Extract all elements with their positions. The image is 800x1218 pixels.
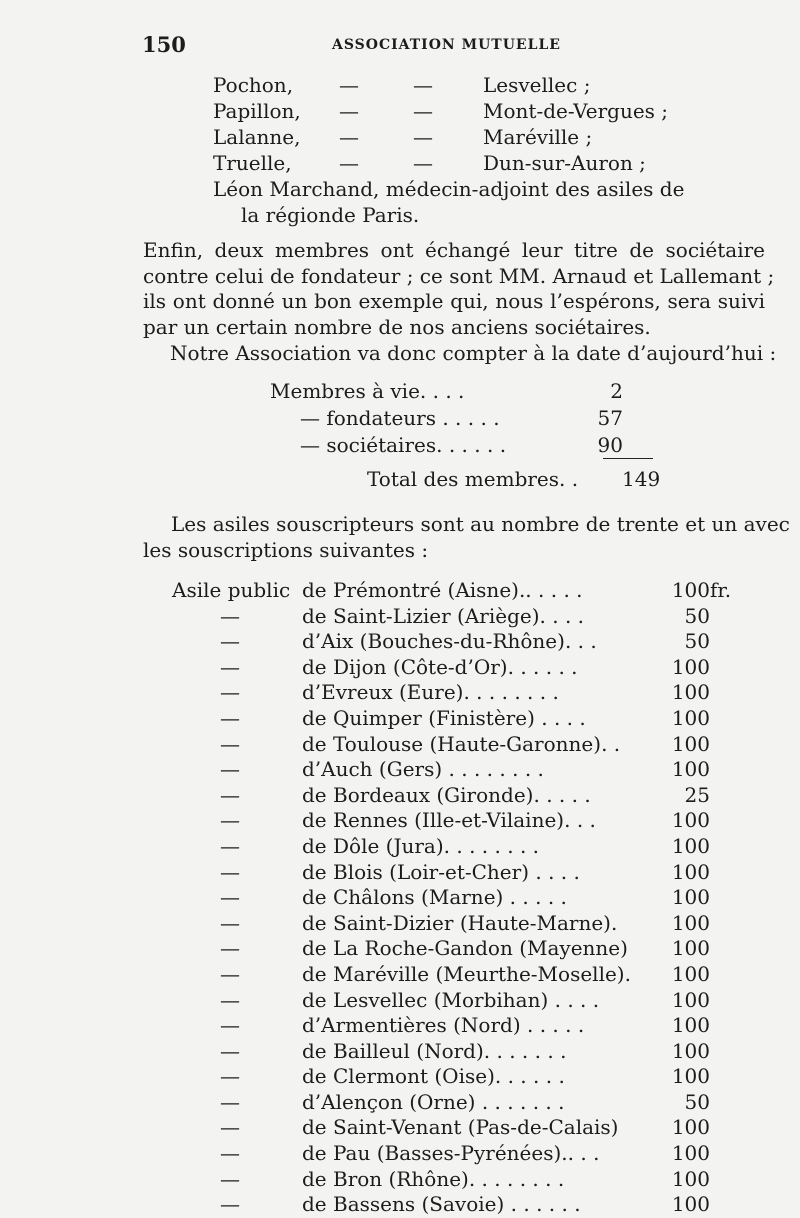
subscription-amount: 100 bbox=[671, 1166, 710, 1191]
ditto-dash: — bbox=[220, 910, 240, 935]
asylum-name: de Dôle (Jura). . . . . . . . bbox=[302, 833, 540, 858]
ditto-dash: — bbox=[339, 99, 359, 123]
ditto-dash: — bbox=[220, 987, 240, 1012]
asylum-name: de Saint-Venant (Pas-de-Calais) bbox=[302, 1115, 619, 1140]
subscription-amount: 100 bbox=[671, 1115, 710, 1140]
member-name: Truelle, bbox=[213, 151, 292, 175]
asylum-row bbox=[172, 629, 732, 655]
ditto-dash: — bbox=[220, 629, 240, 654]
asylum-row bbox=[172, 1115, 732, 1141]
member-row bbox=[213, 176, 693, 202]
asylum-row bbox=[172, 808, 732, 834]
asylum-row bbox=[172, 1090, 732, 1116]
subscription-amount: 50 bbox=[684, 603, 710, 628]
text-line: contre celui de fondateur ; ce sont MM. Arnaud et Lallemant ; bbox=[143, 263, 775, 288]
asylum-row bbox=[172, 680, 732, 706]
subscription-amount: 100 bbox=[671, 1192, 710, 1217]
member-asylum: Maréville ; bbox=[483, 125, 593, 149]
subscription-amount: 100 bbox=[671, 654, 710, 679]
asylum-row bbox=[172, 1013, 732, 1039]
member-name: Pochon, bbox=[213, 73, 294, 97]
member-entry-continuation: la régionde Paris. bbox=[241, 203, 420, 227]
subscription-amount: 100 bbox=[671, 961, 710, 986]
total-rule bbox=[603, 458, 653, 459]
member-asylum: Lesvellec ; bbox=[483, 73, 591, 97]
page-number: 150 bbox=[142, 32, 186, 57]
total-value: 149 bbox=[622, 467, 661, 491]
ditto-dash: — bbox=[339, 73, 359, 97]
count-value: 57 bbox=[597, 406, 623, 430]
subscription-amount: 100 bbox=[671, 910, 710, 935]
count-value: 90 bbox=[597, 433, 623, 457]
asylum-name: de Toulouse (Haute-Garonne). . bbox=[302, 731, 621, 756]
count-label: — fondateurs . . . . . bbox=[300, 406, 500, 430]
ditto-dash: — bbox=[220, 1166, 240, 1191]
asylum-name: de Bassens (Savoie) . . . . . . bbox=[302, 1192, 581, 1217]
paragraph-association-count bbox=[170, 341, 777, 367]
asylum-row bbox=[172, 1039, 732, 1065]
membership-counts bbox=[270, 378, 670, 459]
ditto-dash: — bbox=[220, 961, 240, 986]
ditto-dash: — bbox=[413, 73, 433, 97]
ditto-dash: — bbox=[220, 680, 240, 705]
subscription-amount: 100 bbox=[671, 757, 710, 782]
member-asylum: Mont-de-Vergues ; bbox=[483, 99, 669, 123]
asylum-row bbox=[172, 604, 732, 630]
ditto-dash: — bbox=[220, 1115, 240, 1140]
subscription-amount: 50 bbox=[684, 1089, 710, 1114]
asylum-name: d’Auch (Gers) . . . . . . . . bbox=[302, 757, 544, 782]
asylum-name: de Blois (Loir-et-Cher) . . . . bbox=[302, 859, 580, 884]
asylum-name: de Maréville (Meurthe-Moselle). bbox=[302, 961, 631, 986]
asylum-row bbox=[172, 732, 732, 758]
count-row bbox=[270, 378, 670, 405]
asylum-name: de Pau (Basses-Pyrénées).. . . bbox=[302, 1141, 600, 1166]
text-line: Notre Association va donc compter à la date d’aujourd’hui : bbox=[170, 341, 777, 365]
asylum-row bbox=[172, 1167, 732, 1193]
ditto-dash: — bbox=[413, 99, 433, 123]
asylum-row bbox=[172, 962, 732, 988]
ditto-dash: — bbox=[220, 757, 240, 782]
ditto-dash: — bbox=[220, 705, 240, 730]
subscriber-asylum-list bbox=[172, 578, 732, 1218]
running-title: ASSOCIATION MUTUELLE bbox=[332, 37, 561, 53]
asylum-name: de Bron (Rhône). . . . . . . . bbox=[302, 1166, 565, 1191]
member-row bbox=[213, 72, 693, 98]
count-value: 2 bbox=[610, 379, 623, 403]
subscription-amount: 100 bbox=[671, 859, 710, 884]
asylum-row bbox=[172, 757, 732, 783]
asylum-name: d’Aix (Bouches-du-Rhône). . . bbox=[302, 629, 597, 654]
member-row bbox=[213, 98, 693, 124]
ditto-dash: — bbox=[339, 151, 359, 175]
total-label: Total des membres. . bbox=[367, 467, 579, 491]
asylum-name: de Lesvellec (Morbihan) . . . . bbox=[302, 987, 600, 1012]
asylum-name: d’Alençon (Orne) . . . . . . . bbox=[302, 1089, 565, 1114]
count-row bbox=[270, 432, 670, 459]
member-row bbox=[213, 150, 693, 176]
asylum-row bbox=[172, 706, 732, 732]
ditto-dash: — bbox=[339, 125, 359, 149]
subscription-amount: 100 bbox=[671, 1141, 710, 1166]
member-row-continued bbox=[213, 202, 693, 228]
paragraph-subscribers bbox=[143, 512, 790, 563]
asylum-row bbox=[172, 988, 732, 1014]
asylum-name: de Châlons (Marne) . . . . . bbox=[302, 885, 567, 910]
ditto-dash: — bbox=[220, 1064, 240, 1089]
asylum-row bbox=[172, 1064, 732, 1090]
ditto-dash: — bbox=[220, 859, 240, 884]
subscription-amount: 100 bbox=[671, 1013, 710, 1038]
subscription-amount: 50 bbox=[684, 629, 710, 654]
subscription-amount: 100 bbox=[671, 833, 710, 858]
currency-unit: fr. bbox=[710, 578, 732, 602]
ditto-dash: — bbox=[220, 782, 240, 807]
text-line: Enfin, deux membres ont échangé leur titre de sociétaire bbox=[143, 238, 765, 262]
subscription-amount: 100 bbox=[671, 731, 710, 756]
asylum-name: de Dijon (Côte-d’Or). . . . . . bbox=[302, 654, 578, 679]
asylum-row bbox=[172, 911, 732, 937]
ditto-dash: — bbox=[220, 833, 240, 858]
text-line: Les asiles souscripteurs sont au nombre de trente et un avec bbox=[171, 512, 790, 536]
asylum-name: de Saint-Lizier (Ariège). . . . bbox=[302, 603, 585, 628]
asylum-name: de Clermont (Oise). . . . . . bbox=[302, 1064, 565, 1089]
member-entry-line: Léon Marchand, médecin-adjoint des asiles de bbox=[213, 177, 685, 201]
asylum-name: de Bordeaux (Gironde). . . . . bbox=[302, 782, 591, 807]
count-row bbox=[270, 405, 670, 432]
asylum-row bbox=[172, 936, 732, 962]
asylum-name: de Bailleul (Nord). . . . . . . bbox=[302, 1038, 567, 1063]
count-label: — sociétaires. . . . . . bbox=[300, 433, 507, 457]
asylum-name: de Saint-Dizier (Haute-Marne). bbox=[302, 910, 618, 935]
subscription-amount: 100 bbox=[671, 680, 710, 705]
ditto-dash: — bbox=[220, 1013, 240, 1038]
asylum-row bbox=[172, 1192, 732, 1218]
ditto-dash: — bbox=[220, 731, 240, 756]
subscription-amount: 100 bbox=[671, 885, 710, 910]
text-line: les souscriptions suivantes : bbox=[143, 537, 429, 562]
asylum-name: de Rennes (Ille-et-Vilaine). . . bbox=[302, 808, 596, 833]
subscription-amount: 100 bbox=[671, 1064, 710, 1089]
subscription-amount: 25 bbox=[684, 782, 710, 807]
ditto-dash: — bbox=[220, 1141, 240, 1166]
subscription-amount: 100 bbox=[671, 987, 710, 1012]
ditto-dash: — bbox=[413, 125, 433, 149]
ditto-dash: — bbox=[220, 1089, 240, 1114]
member-list bbox=[213, 72, 693, 228]
asylum-row bbox=[172, 578, 732, 604]
ditto-dash: — bbox=[220, 1038, 240, 1063]
ditto-dash: — bbox=[220, 885, 240, 910]
asylum-name: d’Evreux (Eure). . . . . . . . bbox=[302, 680, 559, 705]
subscription-amount: 100 bbox=[671, 1038, 710, 1063]
text-line: par un certain nombre de nos anciens sociétaires. bbox=[143, 314, 651, 339]
paragraph-new-founders bbox=[143, 238, 775, 340]
subscription-amount: 100 bbox=[671, 808, 710, 833]
member-name: Lalanne, bbox=[213, 125, 301, 149]
count-label: Membres à vie. . . . bbox=[270, 379, 465, 403]
member-asylum: Dun-sur-Auron ; bbox=[483, 151, 646, 175]
asylum-row bbox=[172, 783, 732, 809]
member-row bbox=[213, 124, 693, 150]
asylum-prefix: Asile public bbox=[172, 578, 291, 602]
subscription-amount: 100 bbox=[671, 936, 710, 961]
asylum-row bbox=[172, 834, 732, 860]
asylum-name: de Prémontré (Aisne).. . . . . bbox=[302, 578, 583, 602]
ditto-dash: — bbox=[220, 936, 240, 961]
ditto-dash: — bbox=[220, 808, 240, 833]
total-row bbox=[367, 467, 661, 491]
asylum-name: de La Roche-Gandon (Mayenne) bbox=[302, 936, 628, 961]
ditto-dash: — bbox=[220, 1192, 240, 1217]
asylum-name: d’Armentières (Nord) . . . . . bbox=[302, 1013, 585, 1038]
member-name: Papillon, bbox=[213, 99, 301, 123]
page-header bbox=[142, 32, 762, 60]
ditto-dash: — bbox=[220, 603, 240, 628]
asylum-name: de Quimper (Finistère) . . . . bbox=[302, 705, 586, 730]
subscription-amount: 100 bbox=[671, 705, 710, 730]
ditto-dash: — bbox=[220, 654, 240, 679]
asylum-row bbox=[172, 1141, 732, 1167]
asylum-row bbox=[172, 655, 732, 681]
text-line: ils ont donné un bon exemple qui, nous l’espérons, sera suivi bbox=[143, 289, 765, 313]
asylum-row bbox=[172, 860, 732, 886]
ditto-dash: — bbox=[413, 151, 433, 175]
subscription-amount: 100 bbox=[671, 578, 710, 602]
asylum-row bbox=[172, 885, 732, 911]
